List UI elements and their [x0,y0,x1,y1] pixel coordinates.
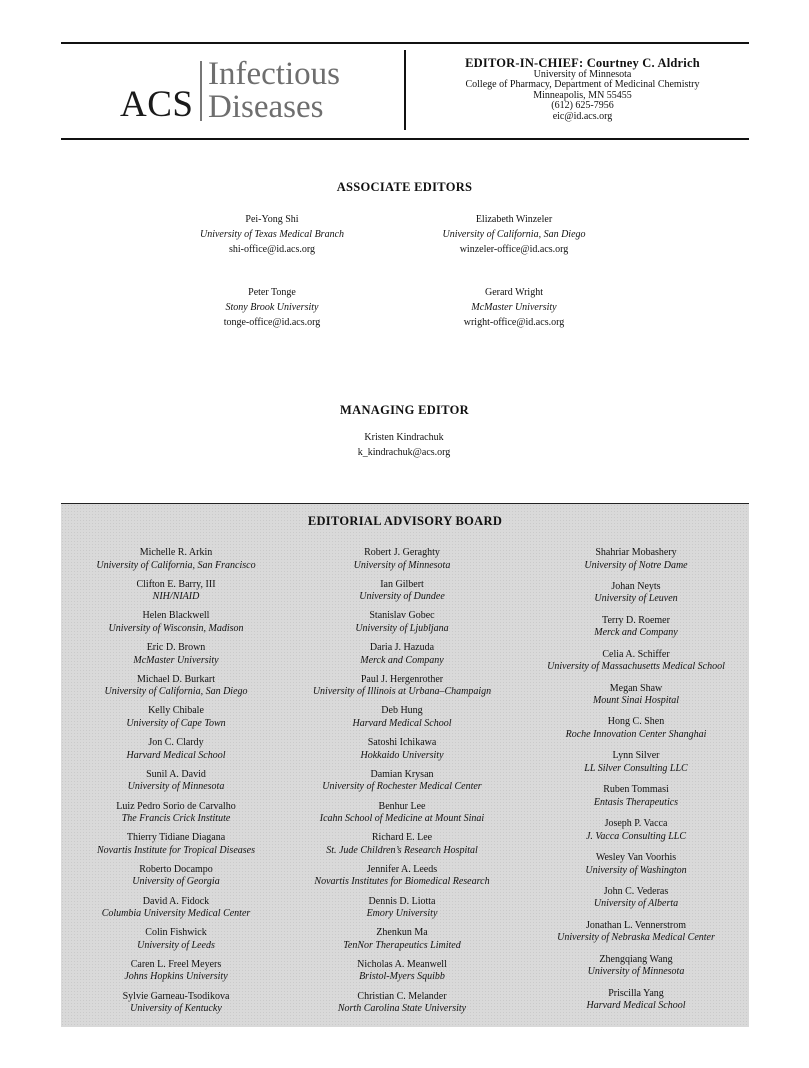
editor-name: Gerard Wright [484,287,543,298]
editor-email: shi-office@id.acs.org [228,244,316,255]
board-member [287,991,517,1023]
editor-in-chief-block [430,56,735,122]
editor-affiliation: Stony Brook University [225,302,319,313]
board-member [287,737,517,769]
board-column-2 [287,547,517,1022]
board-member-affiliation: Harvard Medical School [126,749,226,761]
board-member-affiliation: TenNor Therapeutics Limited [343,939,461,951]
board-member-affiliation: Mount Sinai Hospital [592,695,680,707]
board-member-name: Nicholas A. Meanwell [357,958,447,970]
board-member-affiliation: University of Wisconsin, Madison [108,622,244,634]
board-member-affiliation: University of Cape Town [126,717,226,729]
board-member-name: Hong C. Shen [607,716,665,728]
board-member [61,896,291,928]
board-member-name: Johan Neyts [611,580,661,592]
board-member-affiliation: Emory University [366,908,438,920]
board-member [521,581,751,615]
board-member-name: Sylvie Garneau-Tsodikova [122,990,230,1002]
board-member-affiliation: Roche Innovation Center Shanghai [565,728,707,740]
board-member-name: Helen Blackwell [142,610,210,622]
board-member-name: Dennis D. Liotta [368,895,436,907]
board-member-affiliation: Novartis Institutes for Biomedical Research [314,876,490,888]
board-member [287,705,517,737]
board-member-affiliation: Entasis Therapeutics [593,796,679,808]
board-member-name: Christian C. Melander [357,990,447,1002]
board-member [61,927,291,959]
board-member-name: Zhenkun Ma [376,927,428,939]
board-member-name: Luiz Pedro Sorio de Carvalho [116,800,236,812]
board-member-name: Celia A. Schiffer [602,648,670,660]
board-member [287,864,517,896]
board-member-affiliation: University of Washington [585,864,687,876]
board-member-name: Caren L. Freel Meyers [130,958,222,970]
board-member-name: Jon C. Clardy [148,737,204,749]
board-member [61,610,291,642]
editor-name: Peter Tonge [248,287,296,298]
board-member-name: Benhur Lee [378,800,426,812]
associate-editor [152,285,392,330]
board-member-name: Michael D. Burkart [136,673,216,685]
board-member-name: Priscilla Yang [608,987,664,999]
logo-divider [200,61,202,121]
board-member-name: Wesley Van Voorhis [595,852,677,864]
board-member-affiliation: University of Dundee [359,591,445,603]
board-member [61,705,291,737]
eic-address: Minneapolis, MN 55455 [533,89,632,101]
board-member-name: Terry D. Roemer [602,614,670,626]
board-member [521,852,751,886]
board-member [61,737,291,769]
board-member-affiliation: University of California, San Francisco [96,559,256,571]
board-member [287,959,517,991]
board-member-affiliation: Johns Hopkins University [124,971,228,983]
board-member-affiliation: Harvard Medical School [352,717,452,729]
board-member-affiliation: University of Leuven [594,593,678,605]
board-member-name: Joseph P. Vacca [604,818,668,830]
board-member-name: Robert J. Geraghty [364,547,440,558]
board-member-name: Sunil A. David [146,768,206,780]
board-member-affiliation: NIH/NIAID [152,591,200,603]
board-member [287,832,517,864]
board-member-affiliation: St. Jude Children’s Research Hospital [326,844,478,856]
board-member-name: Jonathan L. Vennerstrom [585,919,687,931]
editor-affiliation: University of Texas Medical Branch [199,229,345,240]
board-member-affiliation: University of Leeds [137,939,215,951]
board-member-name: Deb Hung [381,705,423,717]
board-member [521,954,751,988]
board-member-affiliation: University of California, San Diego [104,686,248,698]
associate-editor [152,212,392,257]
board-member [521,920,751,954]
board-member-name: Michelle R. Arkin [139,547,213,558]
board-member-affiliation: University of Kentucky [130,1003,222,1015]
managing-editor-email: k_kindrachuk@acs.org [357,447,451,458]
board-member [521,547,751,581]
managing-editor [284,430,524,460]
eic-phone: (612) 625-7956 [551,100,614,112]
logo-title-line-2: Diseases [208,89,324,125]
board-member-name: Thierry Tidiane Diagana [126,832,226,844]
journal-logo [120,58,390,128]
board-member-affiliation: North Carolina State University [337,1003,467,1015]
board-member-name: Kelly Chibale [148,705,204,717]
associate-editor [394,285,634,330]
board-member [61,864,291,896]
board-member-affiliation: University of Massachusetts Medical School [547,661,725,673]
board-member-affiliation: University of Rochester Medical Center [322,781,482,793]
board-member-affiliation: University of Minnesota [353,559,451,571]
board-member-name: John C. Vederas [603,885,669,897]
board-member-name: Lynn Silver [612,750,660,762]
logo-title-line-1: Infectious [208,56,340,92]
board-member [287,642,517,674]
board-member-name: Megan Shaw [609,682,663,694]
eic-email: eic@id.acs.org [552,110,613,122]
header-vertical-divider [404,50,406,130]
board-member [287,610,517,642]
board-member [61,547,291,579]
board-member [61,991,291,1023]
board-member-name: Colin Fishwick [145,927,207,939]
associate-editor [394,212,634,257]
board-member-affiliation: University of Alberta [593,898,679,910]
board-member [61,832,291,864]
board-member-affiliation: University of Georgia [132,876,220,888]
managing-editor-heading: MANAGING EDITOR [340,403,469,417]
board-member-name: Satoshi Ichikawa [367,737,437,749]
board-member-name: Daria J. Hazuda [369,642,435,654]
header-bottom-rule [61,138,749,140]
board-member [521,784,751,818]
editor-email: wright-office@id.acs.org [463,317,565,328]
board-member [61,801,291,833]
board-member [61,579,291,611]
board-member-name: Shahriar Mobashery [595,547,677,558]
board-member-affiliation: Columbia University Medical Center [101,908,251,920]
editor-name: Pei-Yong Shi [245,214,299,225]
board-member-affiliation: Harvard Medical School [586,1000,686,1012]
board-member-affiliation: University of Nebraska Medical Center [557,932,715,944]
board-member-name: Paul J. Hergenrother [360,673,444,685]
editor-in-chief-title: EDITOR-IN-CHIEF: Courtney C. Aldrich [465,56,700,70]
board-member-name: Clifton E. Barry, III [136,578,216,590]
board-member-name: Eric D. Brown [146,642,206,654]
board-member [61,674,291,706]
board-member [521,750,751,784]
board-member-affiliation: University of Minnesota [127,781,225,793]
board-member-name: Damian Krysan [370,768,434,780]
board-member-affiliation: University of Illinois at Urbana–Champaign [312,686,492,698]
board-member-affiliation: The Francis Crick Institute [121,813,231,824]
board-member-affiliation: Merck and Company [594,627,678,639]
board-member [521,716,751,750]
eic-department: College of Pharmacy, Department of Medicinal Chemistry [465,79,700,91]
board-member [521,818,751,852]
board-column-3 [521,547,751,1021]
board-member-name: Ian Gilbert [380,578,424,590]
board-member [61,959,291,991]
editor-affiliation: McMaster University [471,302,557,313]
board-member-affiliation: Hokkaido University [360,749,444,761]
editor-email: winzeler-office@id.acs.org [459,244,569,255]
associate-editors-heading: ASSOCIATE EDITORS [336,180,473,194]
board-member-name: David A. Fidock [142,895,210,907]
logo-acs-text: ACS [120,84,194,125]
header-top-rule [61,42,749,44]
board-member-affiliation: J. Vacca Consulting LLC [585,830,686,842]
managing-editor-name: Kristen Kindrachuk [364,432,444,443]
board-member-affiliation: University of Ljubljana [355,622,449,634]
board-member [287,579,517,611]
advisory-board-heading: EDITORIAL ADVISORY BOARD [307,514,503,528]
editor-affiliation: University of California, San Diego [442,229,586,240]
board-member-affiliation: University of Notre Dame [584,559,688,571]
board-member [521,988,751,1022]
board-member-affiliation: Merck and Company [360,654,444,666]
board-member-affiliation: Bristol-Myers Squibb [359,971,445,983]
board-member-name: Zhengqiang Wang [599,953,673,965]
editor-name: Elizabeth Winzeler [475,214,553,225]
board-member-name: Ruben Tommasi [603,784,669,796]
board-column-1 [61,547,291,1022]
eic-university: University of Minnesota [533,69,632,80]
board-member-affiliation: LL Silver Consulting LLC [584,762,688,774]
board-member-name: Jennifer A. Leeds [366,863,438,875]
board-member [287,927,517,959]
board-member-name: Richard E. Lee [371,832,433,844]
board-member-affiliation: McMaster University [133,654,219,666]
board-member [61,642,291,674]
board-member [287,801,517,833]
board-member [287,547,517,579]
editorial-advisory-board [61,503,749,1027]
board-member-affiliation: Novartis Institute for Tropical Diseases [97,844,255,856]
board-member [287,896,517,928]
board-member-affiliation: University of Minnesota [587,966,685,978]
board-member [521,649,751,683]
editor-email: tonge-office@id.acs.org [223,317,321,328]
board-member [521,615,751,649]
board-member [287,769,517,801]
board-member [521,683,751,717]
board-member-name: Stanislav Gobec [369,610,435,622]
board-member-name: Roberto Docampo [139,863,213,875]
board-member-affiliation: Icahn School of Medicine at Mount Sinai [319,813,485,824]
board-member [61,769,291,801]
board-member [287,674,517,706]
board-member [521,886,751,920]
